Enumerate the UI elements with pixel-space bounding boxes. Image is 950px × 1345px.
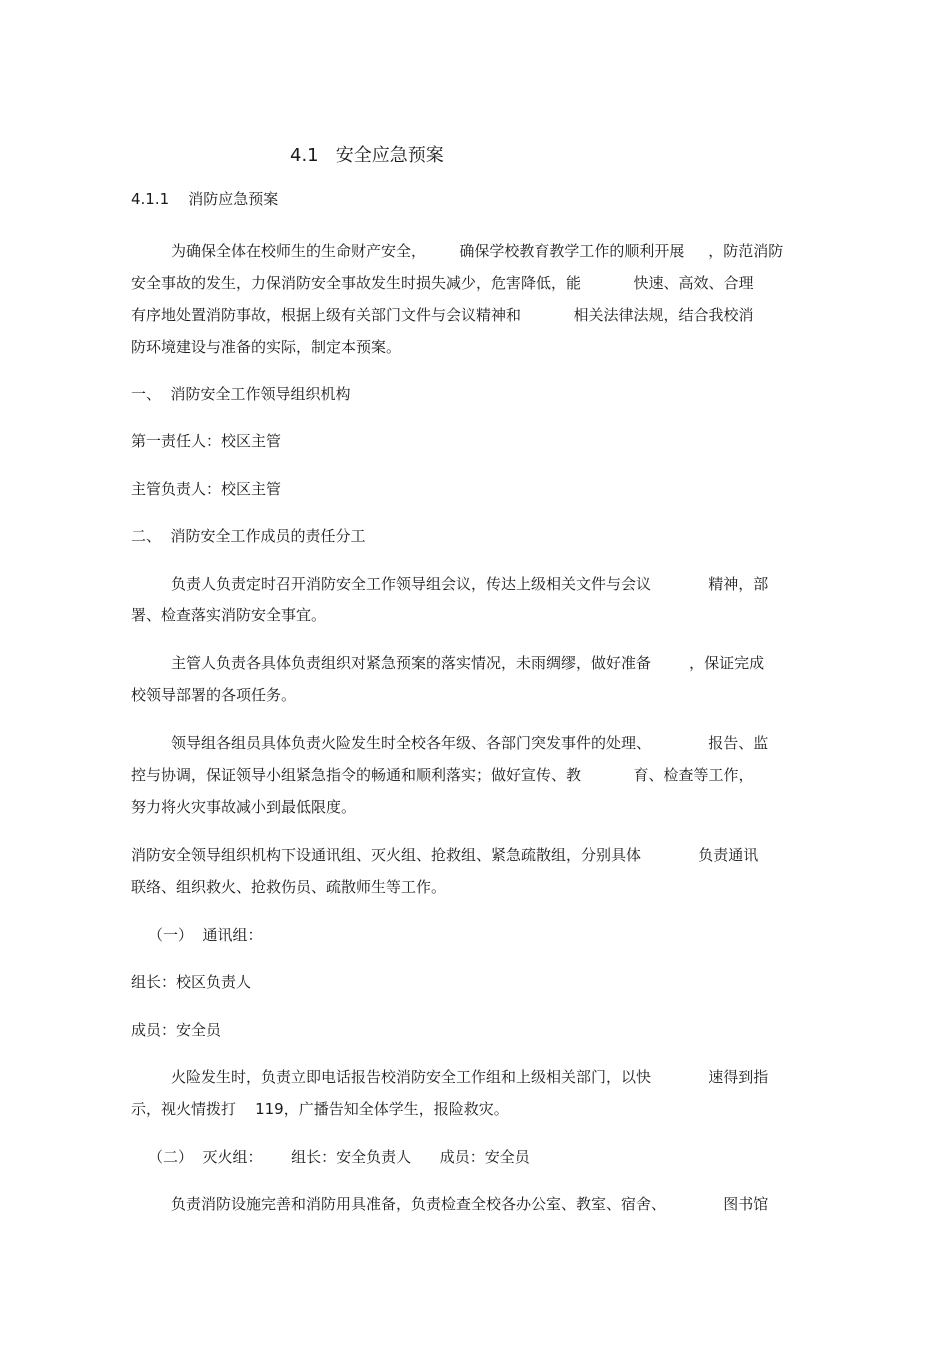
paragraph-line: 消防安全领导组织机构下设通讯组、灭火组、抢救组、紧急疏散组，分别具体 负责通讯	[131, 846, 759, 864]
paragraph-line: 有序地处置消防事故，根据上级有关部门文件与会议精神和 相关法律法规，结合我校消	[131, 306, 754, 324]
text-line: 成员：安全员	[131, 1021, 222, 1039]
paragraph-line: 防环境建设与准备的实际，制定本预案。	[131, 338, 402, 356]
paragraph-line: 负责人负责定时召开消防安全工作领导组会议，传达上级相关文件与会议 精神，部	[171, 575, 769, 593]
section-heading: 一、 消防安全工作领导组织机构	[131, 385, 351, 403]
paragraph-line: 为确保全体在校师生的生命财产安全， 确保学校教育教学工作的顺利开展 ，防范消防	[171, 242, 784, 260]
paragraph-line: 联络、组织救火、抢救伤员、疏散师生等工作。	[131, 878, 447, 896]
paragraph-line: 负责消防设施完善和消防用具准备，负责检查全校各办公室、教室、宿舍、 图书馆	[171, 1195, 769, 1213]
text-line: 主管负责人：校区主管	[131, 480, 282, 498]
paragraph-line: 主管人负责各具体负责组织对紧急预案的落实情况，未雨绸缪，做好准备 ，保证完成	[171, 654, 765, 672]
paragraph-line: 示，视火情拨打 119，广播告知全体学生，报险救灾。	[131, 1100, 509, 1118]
paragraph-line: 署、检查落实消防安全事宜。	[131, 606, 327, 624]
paragraph-line: 安全事故的发生，力保消防安全事故发生时损失减少，危害降低，能 快速、高效、合理	[131, 274, 754, 292]
page-title: 4.1 安全应急预案	[290, 145, 444, 166]
paragraph-line: 火险发生时，负责立即电话报告校消防安全工作组和上级相关部门，以快 速得到指	[171, 1068, 769, 1086]
paragraph-line: 努力将火灾事故减小到最低限度。	[131, 798, 357, 816]
section-heading: 二、 消防安全工作成员的责任分工	[131, 527, 366, 545]
text-line: 组长：校区负责人	[131, 973, 252, 991]
paragraph-line: 控与协调，保证领导小组紧急指令的畅通和顺利落实；做好宣传、教 育、检查等工作，	[131, 766, 754, 784]
text-line: 第一责任人：校区主管	[131, 432, 282, 450]
paragraph-line: 领导组各组员具体负责火险发生时全校各年级、各部门突发事件的处理、 报告、监	[171, 734, 769, 752]
subsection-heading: （二） 灭火组： 组长：安全负责人 成员：安全员	[148, 1148, 530, 1166]
section-heading: 4.1.1 消防应急预案	[131, 190, 279, 208]
subsection-heading: （一） 通讯组：	[148, 926, 263, 944]
paragraph-line: 校领导部署的各项任务。	[131, 686, 297, 704]
